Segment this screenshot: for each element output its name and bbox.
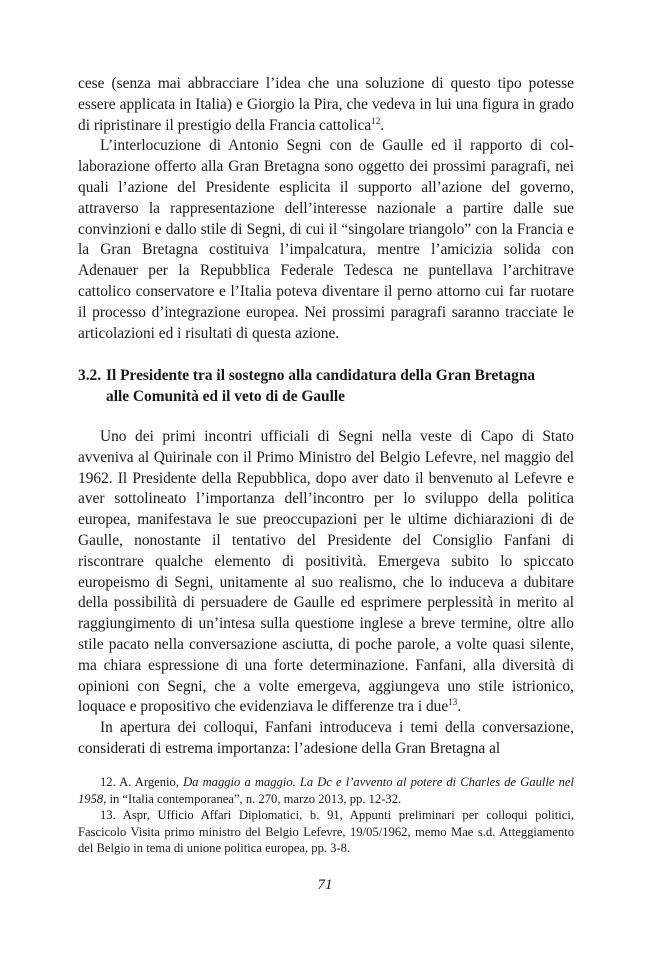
paragraph: In apertura dei colloqui, Fanfani introduceva i temi della conversazione, considerati di estrema importanza: l’adesione della Gran Bretagna al <box>78 719 574 757</box>
paragraph: L’interlocuzione di Antonio Segni con de Gaulle ed il rapporto di collaborazione offerto alla Gran Bretagna sono oggetto dei prossimi paragrafi, nei quali l’azione del Presidente esplicita il supporto all’azione del governo, attraverso la rappresentazione dell’interesse nazionale a partire dalle sue convinzioni e dallo stile di Segni, di cui il “singolare triangolo” con la Francia e la Gran Bretagna costituiva l’impalcatura, mentre l’amicizia solida con Adenauer per la Repubblica Federale Tedesca ne puntellava l’architrave cattolico conservatore e l’Italia poteva diventare il perno attorno cui far ruotare il processo d’integrazione europea. Nei prossimi paragrafi saranno tracciate le articolazioni ed i risultati di questa azione. <box>78 137 574 342</box>
footnote-ref-13[interactable]: 13 <box>448 697 458 708</box>
section-title-line-1: Il Presidente tra il sostegno alla candidatura della Gran Bretagna <box>106 367 536 384</box>
footnote-12-title: Da maggio a maggio. La Dc e l’avvento al potere di Charles de Gaulle nel 1958 <box>78 775 574 806</box>
footnote-12: 12. A. Argenio, Da maggio a maggio. La Dc e l’avvento al potere di Charles de Gaulle nel 1958, in “Italia contemporanea”, n. 270, marzo 2013, pp. 12-32. <box>78 775 574 806</box>
paragraph-text: cese (senza mai abbracciare l’idea che una soluzione di questo tipo potesse essere applicata in Italia) e Giorgio la Pira, che vedeva in lui una figura in grado di ripristinare il prestigio della Francia cattolica <box>78 75 574 134</box>
page-number: 71 <box>317 877 333 893</box>
paragraph <box>78 427 574 718</box>
section-number: 3.2. <box>78 367 102 384</box>
section-title-line-2: alle Comunità ed il veto di de Gaulle <box>106 387 345 405</box>
paragraph-continued <box>78 74 574 136</box>
text-block-bottom <box>78 427 574 760</box>
paragraph-tail: . <box>457 698 462 716</box>
paragraph-tail: . <box>380 116 385 134</box>
footnote-13: 13. Aspr, Ufficio Affari Diplomatici, b. 91, Appunti preliminari per colloqui politici, Fascicolo Visita primo ministro del Belgio Lefevre, 19/05/1962, memo Mae s.d. Atteggiamento del Belgio in tema di unione politica europea, pp. 3-8. <box>78 808 574 856</box>
footnote-ref-12[interactable]: 12 <box>371 115 381 126</box>
paragraph-text: Uno dei primi incontri ufficiali di Segni nella veste di Capo di Stato avveniva al Quirinale con il Primo Ministro del Belgio Lefevre, nel maggio del 1962. Il Presidente della Repubblica, dopo aver dato il benvenuto al Lefevre e aver sottolineato l’importanza dell’incontro per lo sviluppo della politica europea, manifestava le sue preoccupazioni per le ultime dichiarazioni di de Gaulle, nonostante il tentativo del Presidente del Consiglio Fanfani di riscontrare qualche elemento di positività. Emergeva subito lo spiccato europeismo di Segni, unitamente al suo realismo, che lo induceva a dubitare della possibilità di persuadere de Gaulle ed esprimere perplessità in merito al raggiungimento di un’intesa sulla questione inglese a breve termine, oltre allo stile pacato nella conversazione asciutta, di poche parole, a volte quasi silente, ma chiara espressione di una forte determinazione. Fanfani, alla diversità di opinioni con Segni, che a volte emergeva, aggiungeva uno stile istrionico, loquace e propositivo che evidenziava le differenze tra i due <box>78 428 574 716</box>
section-heading <box>78 366 578 408</box>
footnotes <box>78 774 574 857</box>
text-block-top <box>78 74 574 344</box>
